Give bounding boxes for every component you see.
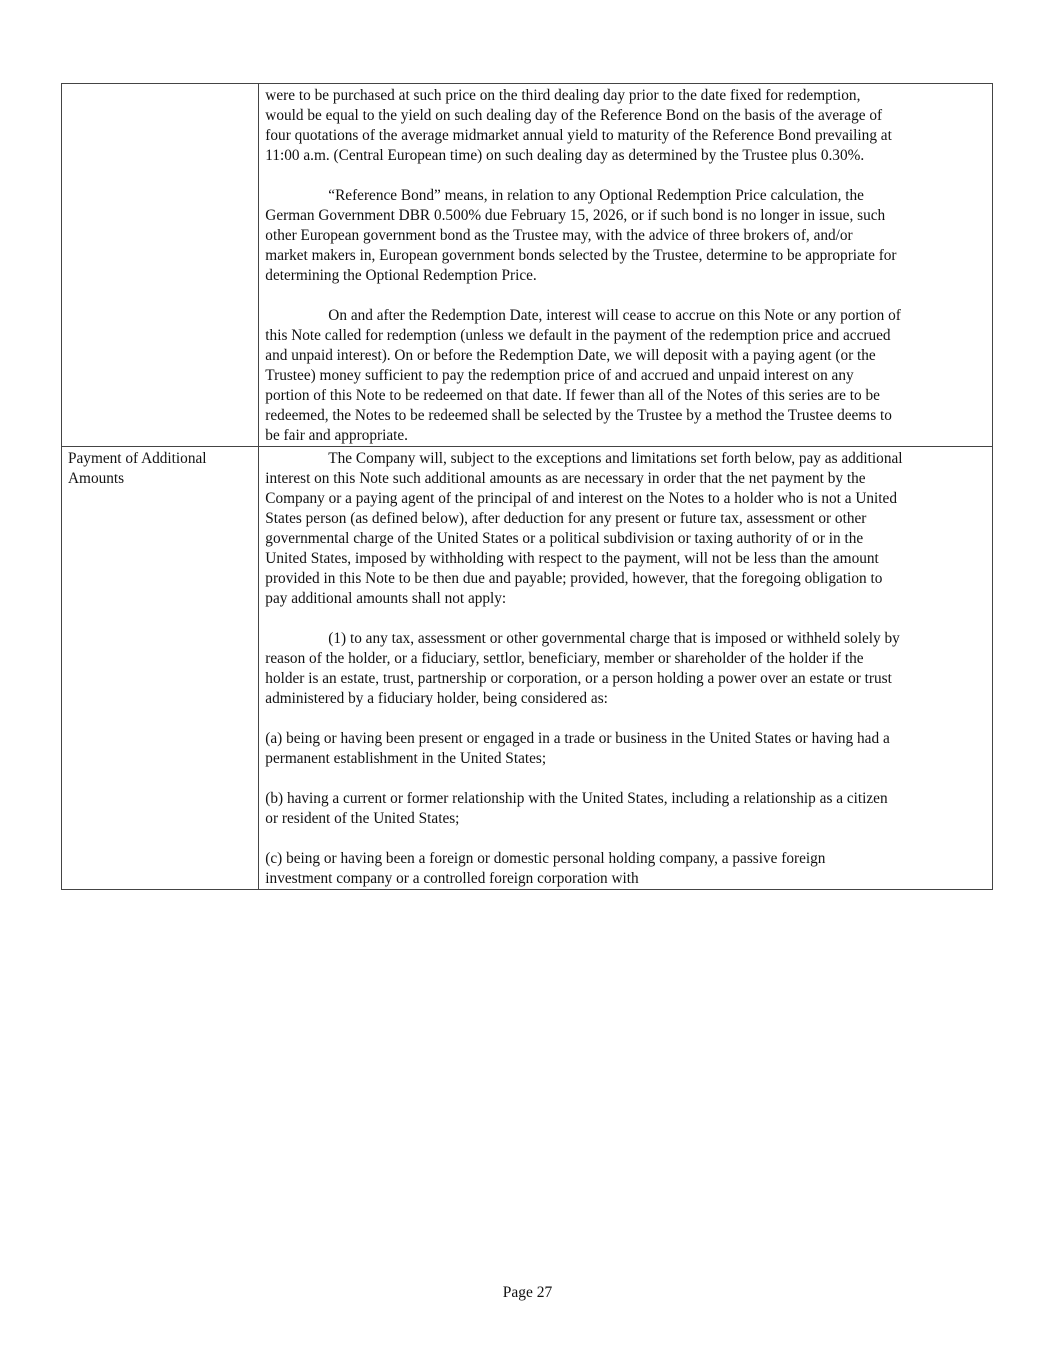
table-row-payment-of-additional-amounts bbox=[62, 447, 993, 890]
terms-table bbox=[61, 83, 993, 890]
redemption-date-paragraph: On and after the Redemption Date, interest will cease to accrue on this Note or any portion of this Note called for redemption (unless we default in the payment of the redemption price and accrued and unpaid interest). On or before the Redemption Date, we will deposit with a paying agent (or the Trustee) money sufficient to pay the redemption price of and accrued and unpaid interest on any portion of this Note to be redeemed on that date. If fewer than all of the Notes of this series are to be redeemed, the Notes to be redeemed shall be selected by the Trustee by a method the Trustee deems to be fair and appropriate. bbox=[265, 307, 901, 444]
row-label: Payment of Additional Amounts bbox=[68, 450, 207, 487]
row-label-cell bbox=[62, 84, 259, 447]
row-label-cell bbox=[62, 447, 259, 890]
exception-1-paragraph: (1) to any tax, assessment or other governmental charge that is imposed or withheld solely by reason of the holder, or a fiduciary, settlor, beneficiary, member or shareholder of the holder if the holder is an estate, trust, partnership or corporation, or a person holding a power over an estate or trust administered by a fiduciary holder, being considered as: bbox=[265, 630, 900, 707]
row-content-cell bbox=[259, 447, 993, 890]
row-content-cell bbox=[259, 84, 993, 447]
exception-c-paragraph: (c) being or having been a foreign or domestic personal holding company, a passive foreign investment company or a controlled foreign corporation with bbox=[265, 850, 826, 887]
table-row-optional-redemption-continued bbox=[62, 84, 993, 447]
exception-a-paragraph: (a) being or having been present or engaged in a trade or business in the United States or having had a permanent establishment in the United States; bbox=[265, 730, 890, 767]
page-number: Page 27 bbox=[502, 1284, 553, 1301]
redemption-yield-paragraph: were to be purchased at such price on the third dealing day prior to the date fixed for redemption, would be equal to the yield on such dealing day of the Reference Bond on the basis of the average of four quotations of the average midmarket annual yield to maturity of the Reference Bond prevailing at 11:00 a.m. (Central European time) on such dealing day as determined by the Trustee plus 0.30%. bbox=[265, 87, 892, 164]
exception-b-paragraph: (b) having a current or former relationship with the United States, including a relationship as a citizen or resident of the United States; bbox=[265, 790, 888, 827]
reference-bond-paragraph: “Reference Bond” means, in relation to any Optional Redemption Price calculation, the German Government DBR 0.500% due February 15, 2026, or if such bond is no longer in issue, such other European government bond as the Trustee may, with the advice of three brokers of, and/or market makers in, European government bonds selected by the Trustee, determine to be appropriate for determining the Optional Redemption Price. bbox=[265, 187, 897, 284]
additional-amounts-paragraph: The Company will, subject to the exceptions and limitations set forth below, pay as additional interest on this Note such additional amounts as are necessary in order that the net payment by the Company or a paying agent of the principal of and interest on the Notes to a holder who is not a United States person (as defined below), after deduction for any present or future tax, assessment or other governmental charge of the United States or a political subdivision or taxing authority of or in the United States, imposed by withholding with respect to the payment, will not be less than the amount provided in this Note to be then due and payable; provided, however, that the foregoing obligation to pay additional amounts shall not apply: bbox=[265, 450, 903, 607]
